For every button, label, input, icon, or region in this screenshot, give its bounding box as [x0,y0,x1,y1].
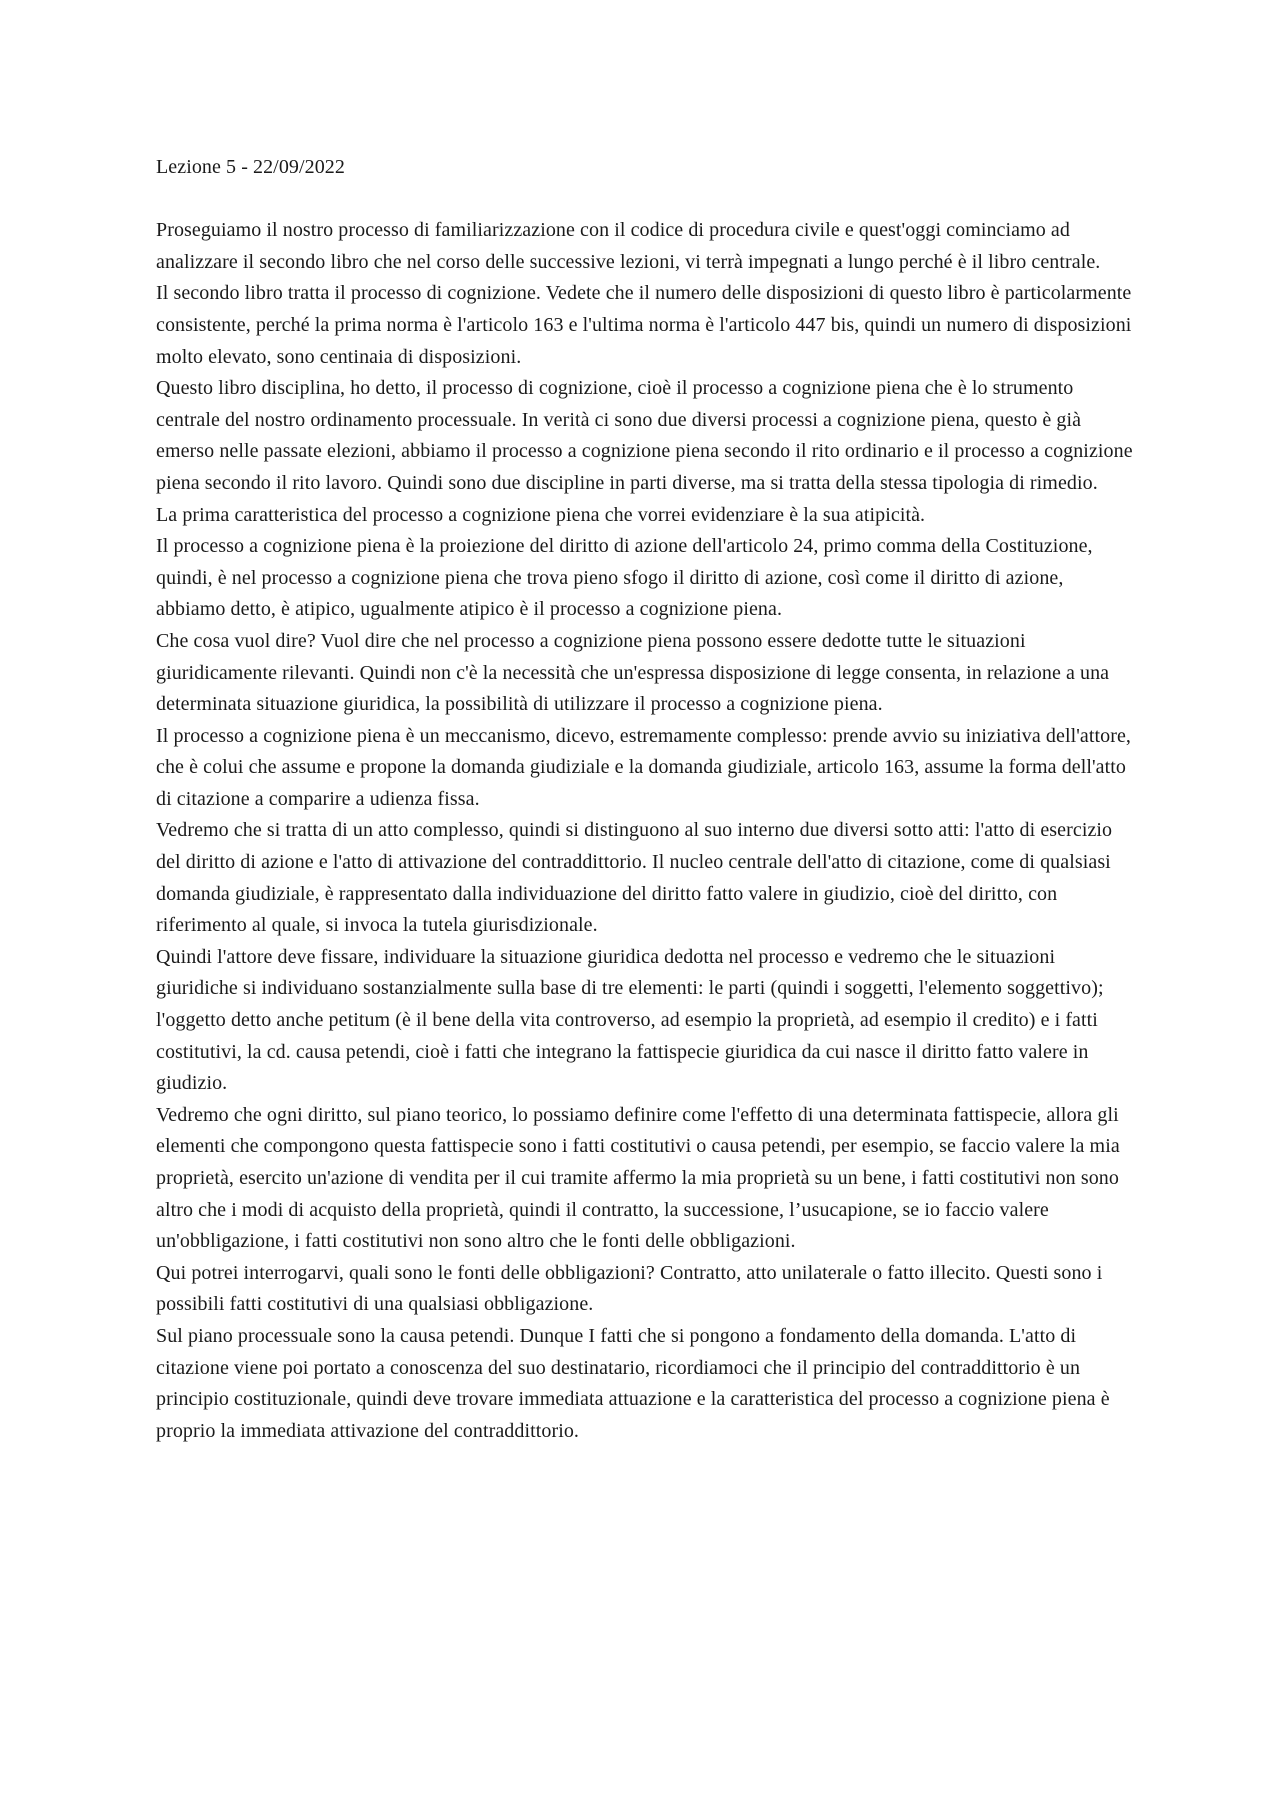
paragraph-4: La prima caratteristica del processo a cognizione piena che vorrei evidenziare è la sua atipicità. [156,503,926,526]
paragraph-12: Sul piano processuale sono la causa petendi. Dunque I fatti che si pongono a fondamento della domanda. L'atto di citazione viene poi portato a conoscenza del suo destinatario, ricordiamoci che il principio del contraddittorio è un principio costituzionale, quindi deve trovare immediata attuazione e la caratteristica del processo a cognizione piena è proprio la immediata attivazione del contraddittorio. [156,1324,1110,1442]
paragraph-2: Il secondo libro tratta il processo di cognizione. Vedete che il numero delle disposizioni di questo libro è particolarmente consistente, perché la prima norma è l'articolo 163 e l'ultima norma è l'articolo 447 bis, quindi un numero di disposizioni molto elevato, sono centinaia di disposizioni. [156,282,1132,368]
paragraph-9: Quindi l'attore deve fissare, individuare la situazione giuridica dedotta nel processo e vedremo che le situazioni giuridiche si individuano sostanzialmente sulla base di tre elementi: le parti (quindi i soggetti, l'elemento soggettivo); l'oggetto detto anche petitum (è il bene della vita controverso, ad esempio la proprietà, ad esempio il credito) e i fatti costitutivi, la cd. causa petendi, cioè i fatti che integrano la fattispecie giuridica da cui nasce il diritto fatto valere in giudizio. [156,945,1104,1095]
paragraph-10: Vedremo che ogni diritto, sul piano teorico, lo possiamo definire come l'effetto di una determinata fattispecie, allora gli elementi che compongono questa fattispecie sono i fatti costitutivi o causa petendi, per esempio, se faccio valere la mia proprietà, esercito un'azione di vendita per il cui tramite affermo la mia proprietà su un bene, i fatti costitutivi non sono altro che i modi di acquisto della proprietà, quindi il contratto, la successione, l’usucapione, se io faccio valere un'obbligazione, i fatti costitutivi non sono altro che le fonti delle obbligazioni. [156,1103,1120,1253]
paragraph-7: Il processo a cognizione piena è un meccanismo, dicevo, estremamente complesso: prende avvio su iniziativa dell'attore, che è colui che assume e propone la domanda giudiziale e la domanda giudiziale, articolo 163, assume la forma dell'atto di citazione a comparire a udienza fissa. [156,724,1132,810]
paragraph-3: Questo libro disciplina, ho detto, il processo di cognizione, cioè il processo a cognizione piena che è lo strumento centrale del nostro ordinamento processuale. In verità ci sono due diversi processi a cognizione piena, questo è già emerso nelle passate elezioni, abbiamo il processo a cognizione piena secondo il rito ordinario e il processo a cognizione piena secondo il rito lavoro. Quindi sono due discipline in parti diverse, ma si tratta della stessa tipologia di rimedio. [156,377,1133,494]
paragraph-6: Che cosa vuol dire? Vuol dire che nel processo a cognizione piena possono essere dedotte tutte le situazioni giuridicamente rilevanti. Quindi non c'è la necessità che un'espressa disposizione di legge consenta, in relazione a una determinata situazione giuridica, la possibilità di utilizzare il processo a cognizione piena. [156,629,1110,716]
paragraph-5: Il processo a cognizione piena è la proiezione del diritto di azione dell'articolo 24, primo comma della Costituzione, quindi, è nel processo a cognizione piena che trova pieno sfogo il diritto di azione, così come il diritto di azione, abbiamo detto, è atipico, ugualmente atipico è il processo a cognizione piena. [156,535,1093,621]
lesson-title: Lezione 5 - 22/09/2022 [156,156,345,178]
paragraph-1: Proseguiamo il nostro processo di familiarizzazione con il codice di procedura civile e quest'oggi cominciamo ad analizzare il secondo libro che nel corso delle successive lezioni, vi terrà impegnati a lungo perché è il libro centrale. [156,219,1101,273]
document-page [156,152,1136,1447]
paragraph-8: Vedremo che si tratta di un atto complesso, quindi si distinguono al suo interno due diversi sotto atti: l'atto di esercizio del diritto di azione e l'atto di attivazione del contraddittorio. Il nucleo centrale dell'atto di citazione, come di qualsiasi domanda giudiziale, è rappresentato dalla individuazione del diritto fatto valere in giudizio, cioè del diritto, con riferimento al quale, si invoca la tutela giurisdizionale. [156,819,1113,937]
paragraph-11: Qui potrei interrogarvi, quali sono le fonti delle obbligazioni? Contratto, atto unilaterale o fatto illecito. Questi sono i possibili fatti costitutivi di una qualsiasi obbligazione. [156,1261,1103,1316]
